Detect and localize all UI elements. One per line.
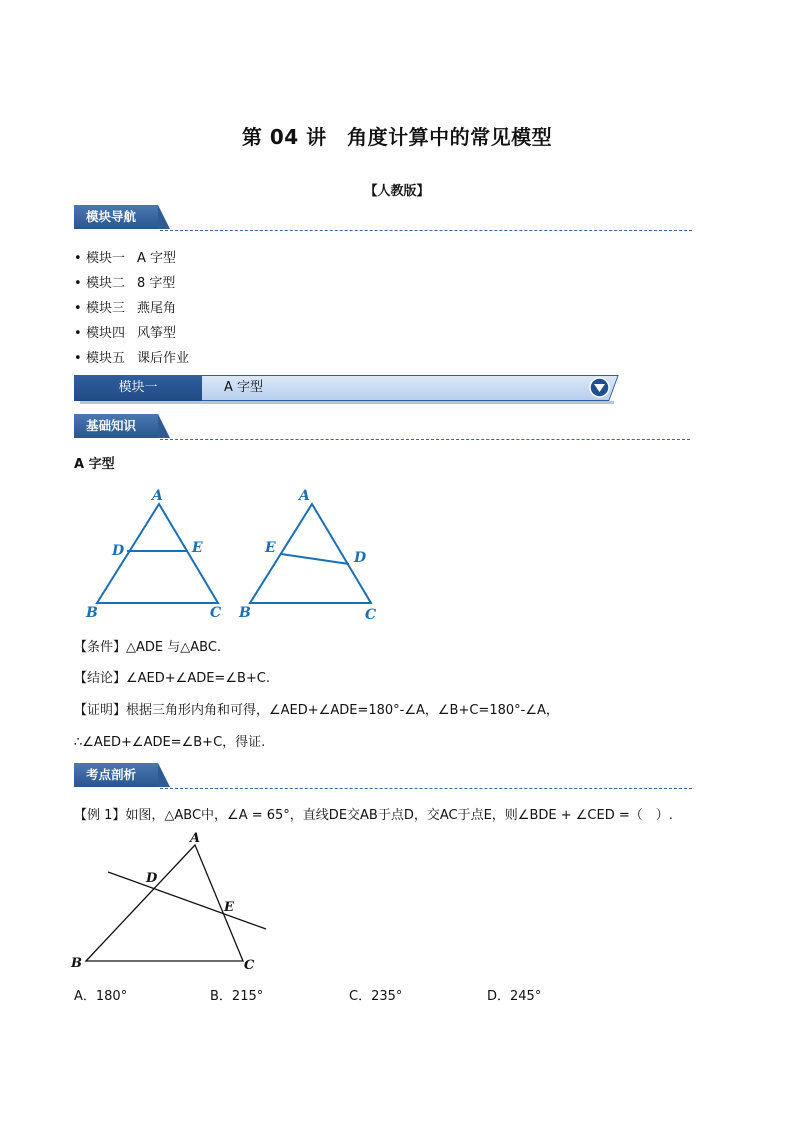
section-divider bbox=[160, 439, 690, 440]
conclusion-text: 【结论】∠AED+∠ADE=∠B+C. bbox=[74, 671, 271, 686]
nav-item-text: 课后作业 bbox=[137, 351, 190, 366]
label-c: C bbox=[210, 605, 222, 621]
nav-item-1[interactable] bbox=[74, 247, 176, 266]
bullet: • bbox=[74, 326, 82, 341]
label-d: D bbox=[146, 871, 158, 886]
section-tab-label: 基础知识 bbox=[86, 418, 137, 433]
module-bar-label: 模块一 bbox=[74, 375, 202, 401]
bullet: • bbox=[74, 276, 82, 291]
section-tab-basic bbox=[74, 414, 158, 438]
bullet: • bbox=[74, 301, 82, 316]
section-tab-label: 模块导航 bbox=[86, 209, 137, 224]
segment-ed bbox=[281, 554, 349, 564]
bullet: • bbox=[74, 251, 82, 266]
nav-item-label: 模块二 bbox=[86, 276, 126, 291]
download-circle-icon[interactable] bbox=[589, 377, 610, 398]
line-de bbox=[108, 872, 266, 929]
label-e: E bbox=[224, 900, 234, 915]
option-c[interactable]: C．235° bbox=[349, 989, 403, 1004]
label-b: B bbox=[239, 605, 251, 621]
proof-text-line-2: ∴∠AED+∠ADE=∠B+C，得证. bbox=[74, 735, 266, 750]
label-b: B bbox=[86, 605, 98, 621]
nav-item-text: 燕尾角 bbox=[137, 301, 177, 316]
label-d: D bbox=[354, 550, 367, 566]
option-a[interactable]: A．180° bbox=[74, 989, 128, 1004]
bullet: • bbox=[74, 351, 82, 366]
module-bar[interactable] bbox=[74, 375, 614, 401]
page-title: 第 04 讲 角度计算中的常见模型 bbox=[241, 125, 553, 149]
nav-item-4[interactable] bbox=[74, 322, 176, 341]
nav-item-5[interactable] bbox=[74, 347, 189, 366]
nav-item-label: 模块三 bbox=[86, 301, 126, 316]
triangle-abc bbox=[86, 845, 243, 961]
label-b: B bbox=[71, 956, 82, 971]
section-tab-label: 考点剖析 bbox=[86, 767, 137, 782]
figure-a-shape-parallel bbox=[80, 484, 230, 624]
section-tab-nav bbox=[74, 205, 158, 229]
option-d[interactable]: D．245° bbox=[487, 989, 542, 1004]
section-tab-exam bbox=[74, 763, 158, 787]
proof-text-line-1: 【证明】根据三角形内角和可得，∠AED+∠ADE=180°-∠A，∠B+C=180°-∠A， bbox=[74, 703, 559, 718]
nav-item-3[interactable] bbox=[74, 297, 176, 316]
section-divider bbox=[160, 230, 692, 231]
figure-example-triangle bbox=[68, 828, 278, 978]
label-e: E bbox=[192, 540, 203, 556]
label-c: C bbox=[244, 958, 255, 973]
nav-item-text: 风筝型 bbox=[137, 326, 177, 341]
nav-item-label: 模块四 bbox=[86, 326, 126, 341]
section-divider bbox=[160, 788, 692, 789]
nav-item-2[interactable] bbox=[74, 272, 175, 291]
a-shape-heading: A 字型 bbox=[74, 457, 115, 472]
nav-item-text: A 字型 bbox=[137, 251, 177, 266]
edition-label: 【人教版】 bbox=[364, 184, 430, 199]
label-e: E bbox=[265, 540, 276, 556]
label-a: A bbox=[152, 488, 163, 504]
module-bar-title: A 字型 bbox=[224, 380, 264, 395]
label-c: C bbox=[365, 607, 377, 623]
module-bar-shadow bbox=[80, 401, 614, 404]
label-a: A bbox=[299, 488, 310, 504]
nav-item-text: 8 字型 bbox=[137, 276, 176, 291]
nav-item-label: 模块五 bbox=[86, 351, 126, 366]
figure-a-shape-crossed bbox=[233, 484, 383, 624]
example-question: 【例 1】如图，△ABC中，∠A = 65°，直线DE交AB于点D，交AC于点E，则∠BDE + ∠CED =（ ）. bbox=[74, 808, 673, 823]
label-a: A bbox=[190, 831, 201, 846]
condition-text: 【条件】△ADE 与△ABC. bbox=[74, 640, 222, 655]
option-b[interactable]: B．215° bbox=[210, 989, 264, 1004]
label-d: D bbox=[112, 543, 125, 559]
nav-item-label: 模块一 bbox=[86, 251, 126, 266]
